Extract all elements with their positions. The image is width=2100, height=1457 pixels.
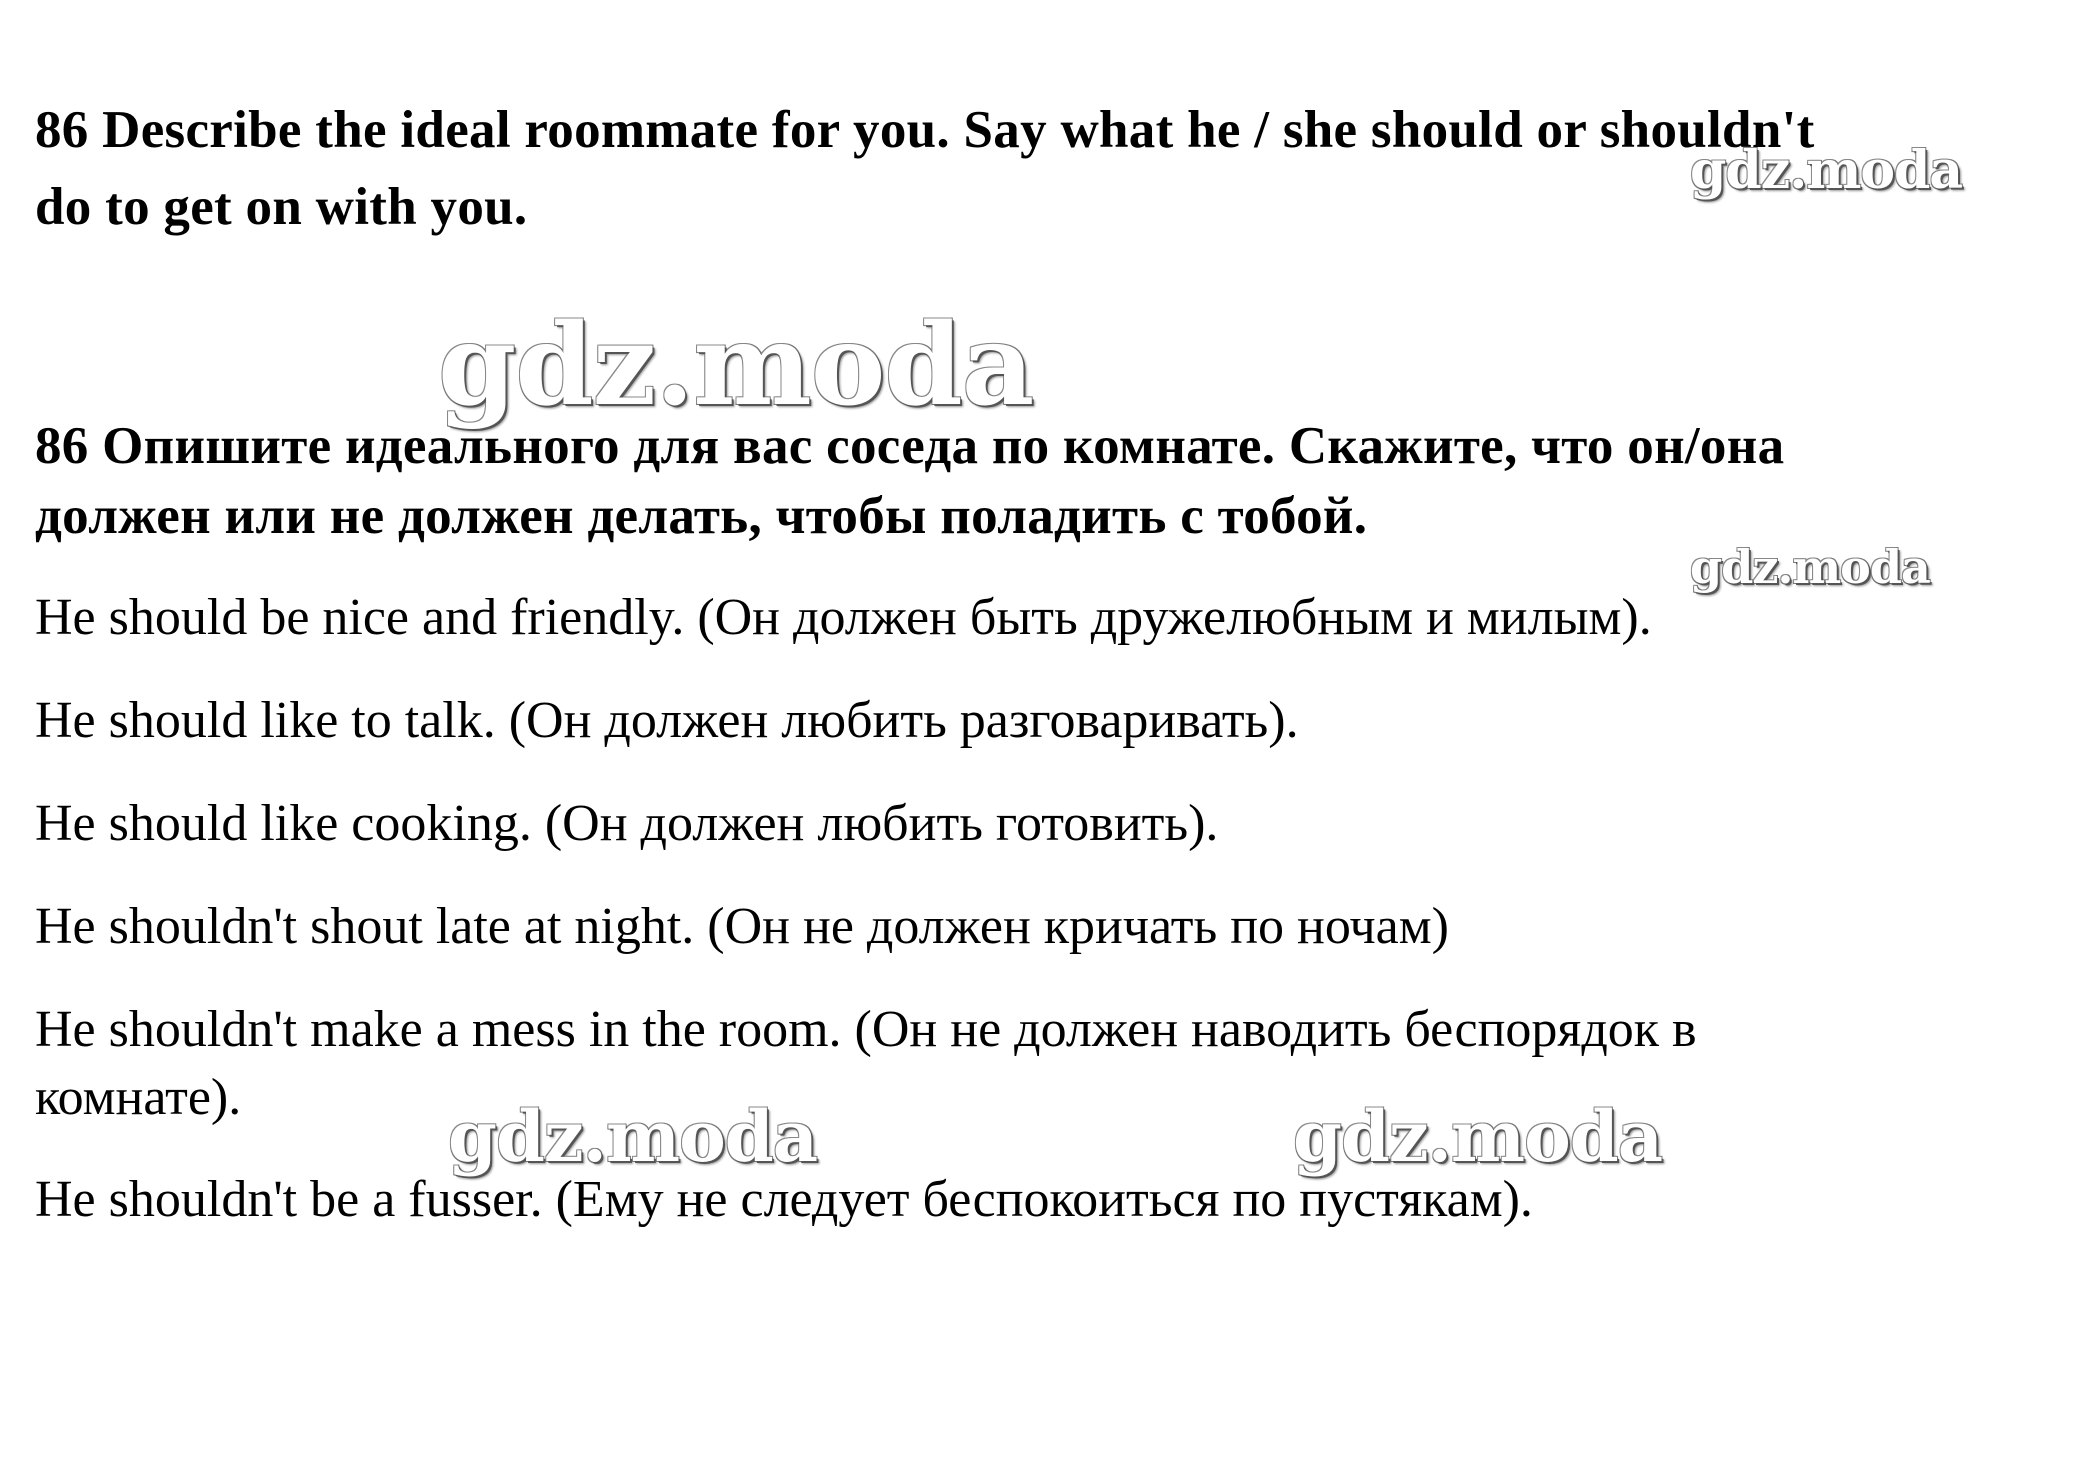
watermark-logo: gdz.moda	[1293, 1095, 1663, 1178]
watermark-logo: gdz.moda	[438, 300, 1034, 431]
answer-line: He shouldn't shout late at night. (Он не должен кричать по ночам)	[35, 898, 1449, 955]
watermark-logo: gdz.moda	[448, 1095, 818, 1178]
answer-line: He should be nice and friendly. (Он должен быть дружелюбным и милым).	[35, 589, 1652, 646]
watermark-logo: gdz.moda	[1690, 140, 1963, 201]
answer-line: He should like cooking. (Он должен любить готовить).	[35, 795, 1219, 852]
task-heading-en-line-2: do to get on with you.	[35, 178, 528, 236]
answer-line: He should like to talk. (Он должен любить разговаривать).	[35, 692, 1299, 749]
task-heading-en-line-1: 86 Describe the ideal roommate for you. Say what he / she should or shouldn't	[35, 101, 1815, 159]
answer-line: He shouldn't be a fusser. (Ему не следует беспокоиться по пустякам).	[35, 1171, 1533, 1228]
task-heading-ru-line-2: должен или не должен делать, чтобы поладить с тобой.	[35, 487, 1368, 545]
answer-line: комнате).	[35, 1069, 242, 1126]
task-heading-ru-line-1: 86 Опишите идеального для вас соседа по комнате. Скажите, что он/она	[35, 417, 1785, 475]
answer-line: He shouldn't make a mess in the room. (Он не должен наводить беспорядок в	[35, 1001, 1697, 1058]
watermark-logo: gdz.moda	[1690, 540, 1930, 594]
